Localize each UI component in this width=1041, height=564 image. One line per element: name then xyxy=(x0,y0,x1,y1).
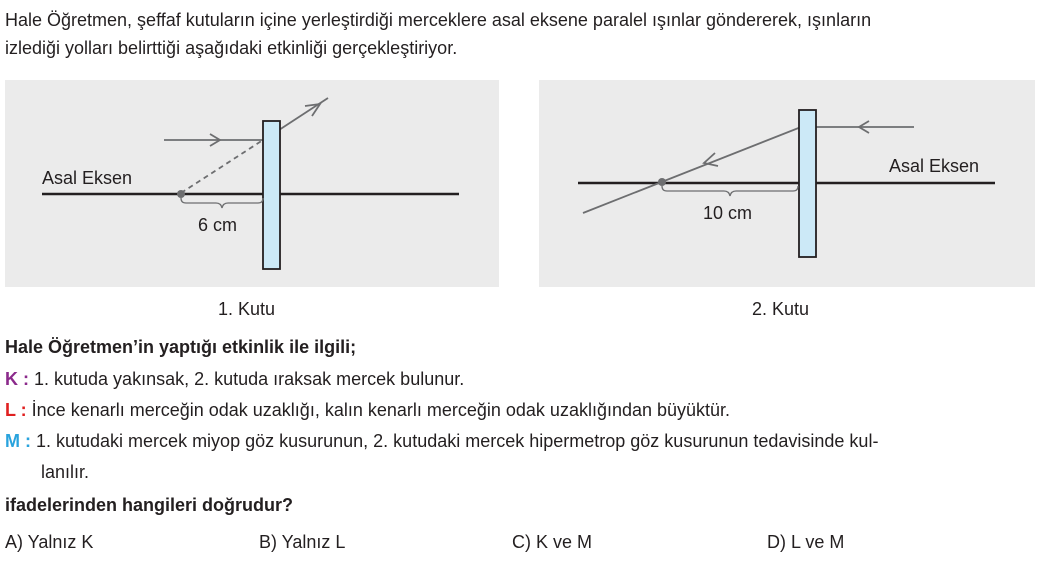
statement-m-text: 1. kutudaki mercek miyop göz kusurunun, 2. kutudaki mercek hipermetrop göz kusurunun tedavisinde kul- xyxy=(36,431,879,451)
statement-l-letter: L xyxy=(5,400,16,420)
box1-focus-point xyxy=(177,190,185,198)
option-c[interactable]: C) K ve M xyxy=(512,532,593,552)
statement-m-separator: : xyxy=(20,431,36,451)
statement-l-separator: : xyxy=(15,400,32,420)
statement-k xyxy=(5,365,1035,393)
box2-caption: 2. Kutu xyxy=(752,299,810,319)
box1-refracted-arrow-icon xyxy=(305,104,320,116)
box2-distance-label: 10 cm xyxy=(703,203,753,223)
box2-focus-point xyxy=(658,178,666,186)
statement-m-continuation: lanılır. xyxy=(41,462,90,482)
box1-distance-brace xyxy=(181,198,263,208)
statement-k-letter: K xyxy=(5,369,18,389)
box2-axis-label: Asal Eksen xyxy=(889,156,980,176)
box2-refracted-arrow-icon xyxy=(704,153,718,166)
statement-k-separator: : xyxy=(18,369,34,389)
box2-panel xyxy=(539,80,1035,287)
box1-axis-label: Asal Eksen xyxy=(42,168,133,188)
option-a[interactable]: A) Yalnız K xyxy=(5,532,94,552)
statement-l-text: İnce kenarlı merceğin odak uzaklığı, kalın kenarlı merceğin odak uzaklığından büyüktür. xyxy=(31,400,731,420)
box1-distance-label: 6 cm xyxy=(198,215,238,235)
box1-panel xyxy=(5,80,499,287)
question-prompt: ifadelerinden hangileri doğrudur? xyxy=(5,495,294,515)
option-d[interactable]: D) L ve M xyxy=(767,532,845,552)
statement-m xyxy=(5,427,1035,455)
intro-line-1: Hale Öğretmen, şeffaf kutuların içine yerleştirdiği merceklere asal eksene paralel ışınlar göndererek, ışınların xyxy=(5,10,872,30)
box1-dashed-extension xyxy=(181,140,263,193)
box2-distance-brace xyxy=(662,186,798,196)
box1-lens xyxy=(263,121,280,269)
intro-line-2: izlediği yolları belirttiği aşağıdaki etkinliği gerçekleştiriyor. xyxy=(5,38,458,58)
box2-lens xyxy=(799,110,816,257)
statement-m-letter: M xyxy=(5,431,20,451)
box1-refracted-ray xyxy=(279,98,328,130)
question-heading: Hale Öğretmen’in yaptığı etkinlik ile ilgili; xyxy=(5,337,357,357)
box1-caption: 1. Kutu xyxy=(218,299,276,319)
statement-l xyxy=(5,396,1035,424)
box2-diagram xyxy=(539,80,1035,287)
statement-k-text: 1. kutuda yakınsak, 2. kutuda ıraksak mercek bulunur. xyxy=(34,369,465,389)
option-b[interactable]: B) Yalnız L xyxy=(259,532,346,552)
intro-text xyxy=(5,6,1035,62)
box2-refracted-ray xyxy=(583,127,801,213)
box1-diagram xyxy=(5,80,499,287)
